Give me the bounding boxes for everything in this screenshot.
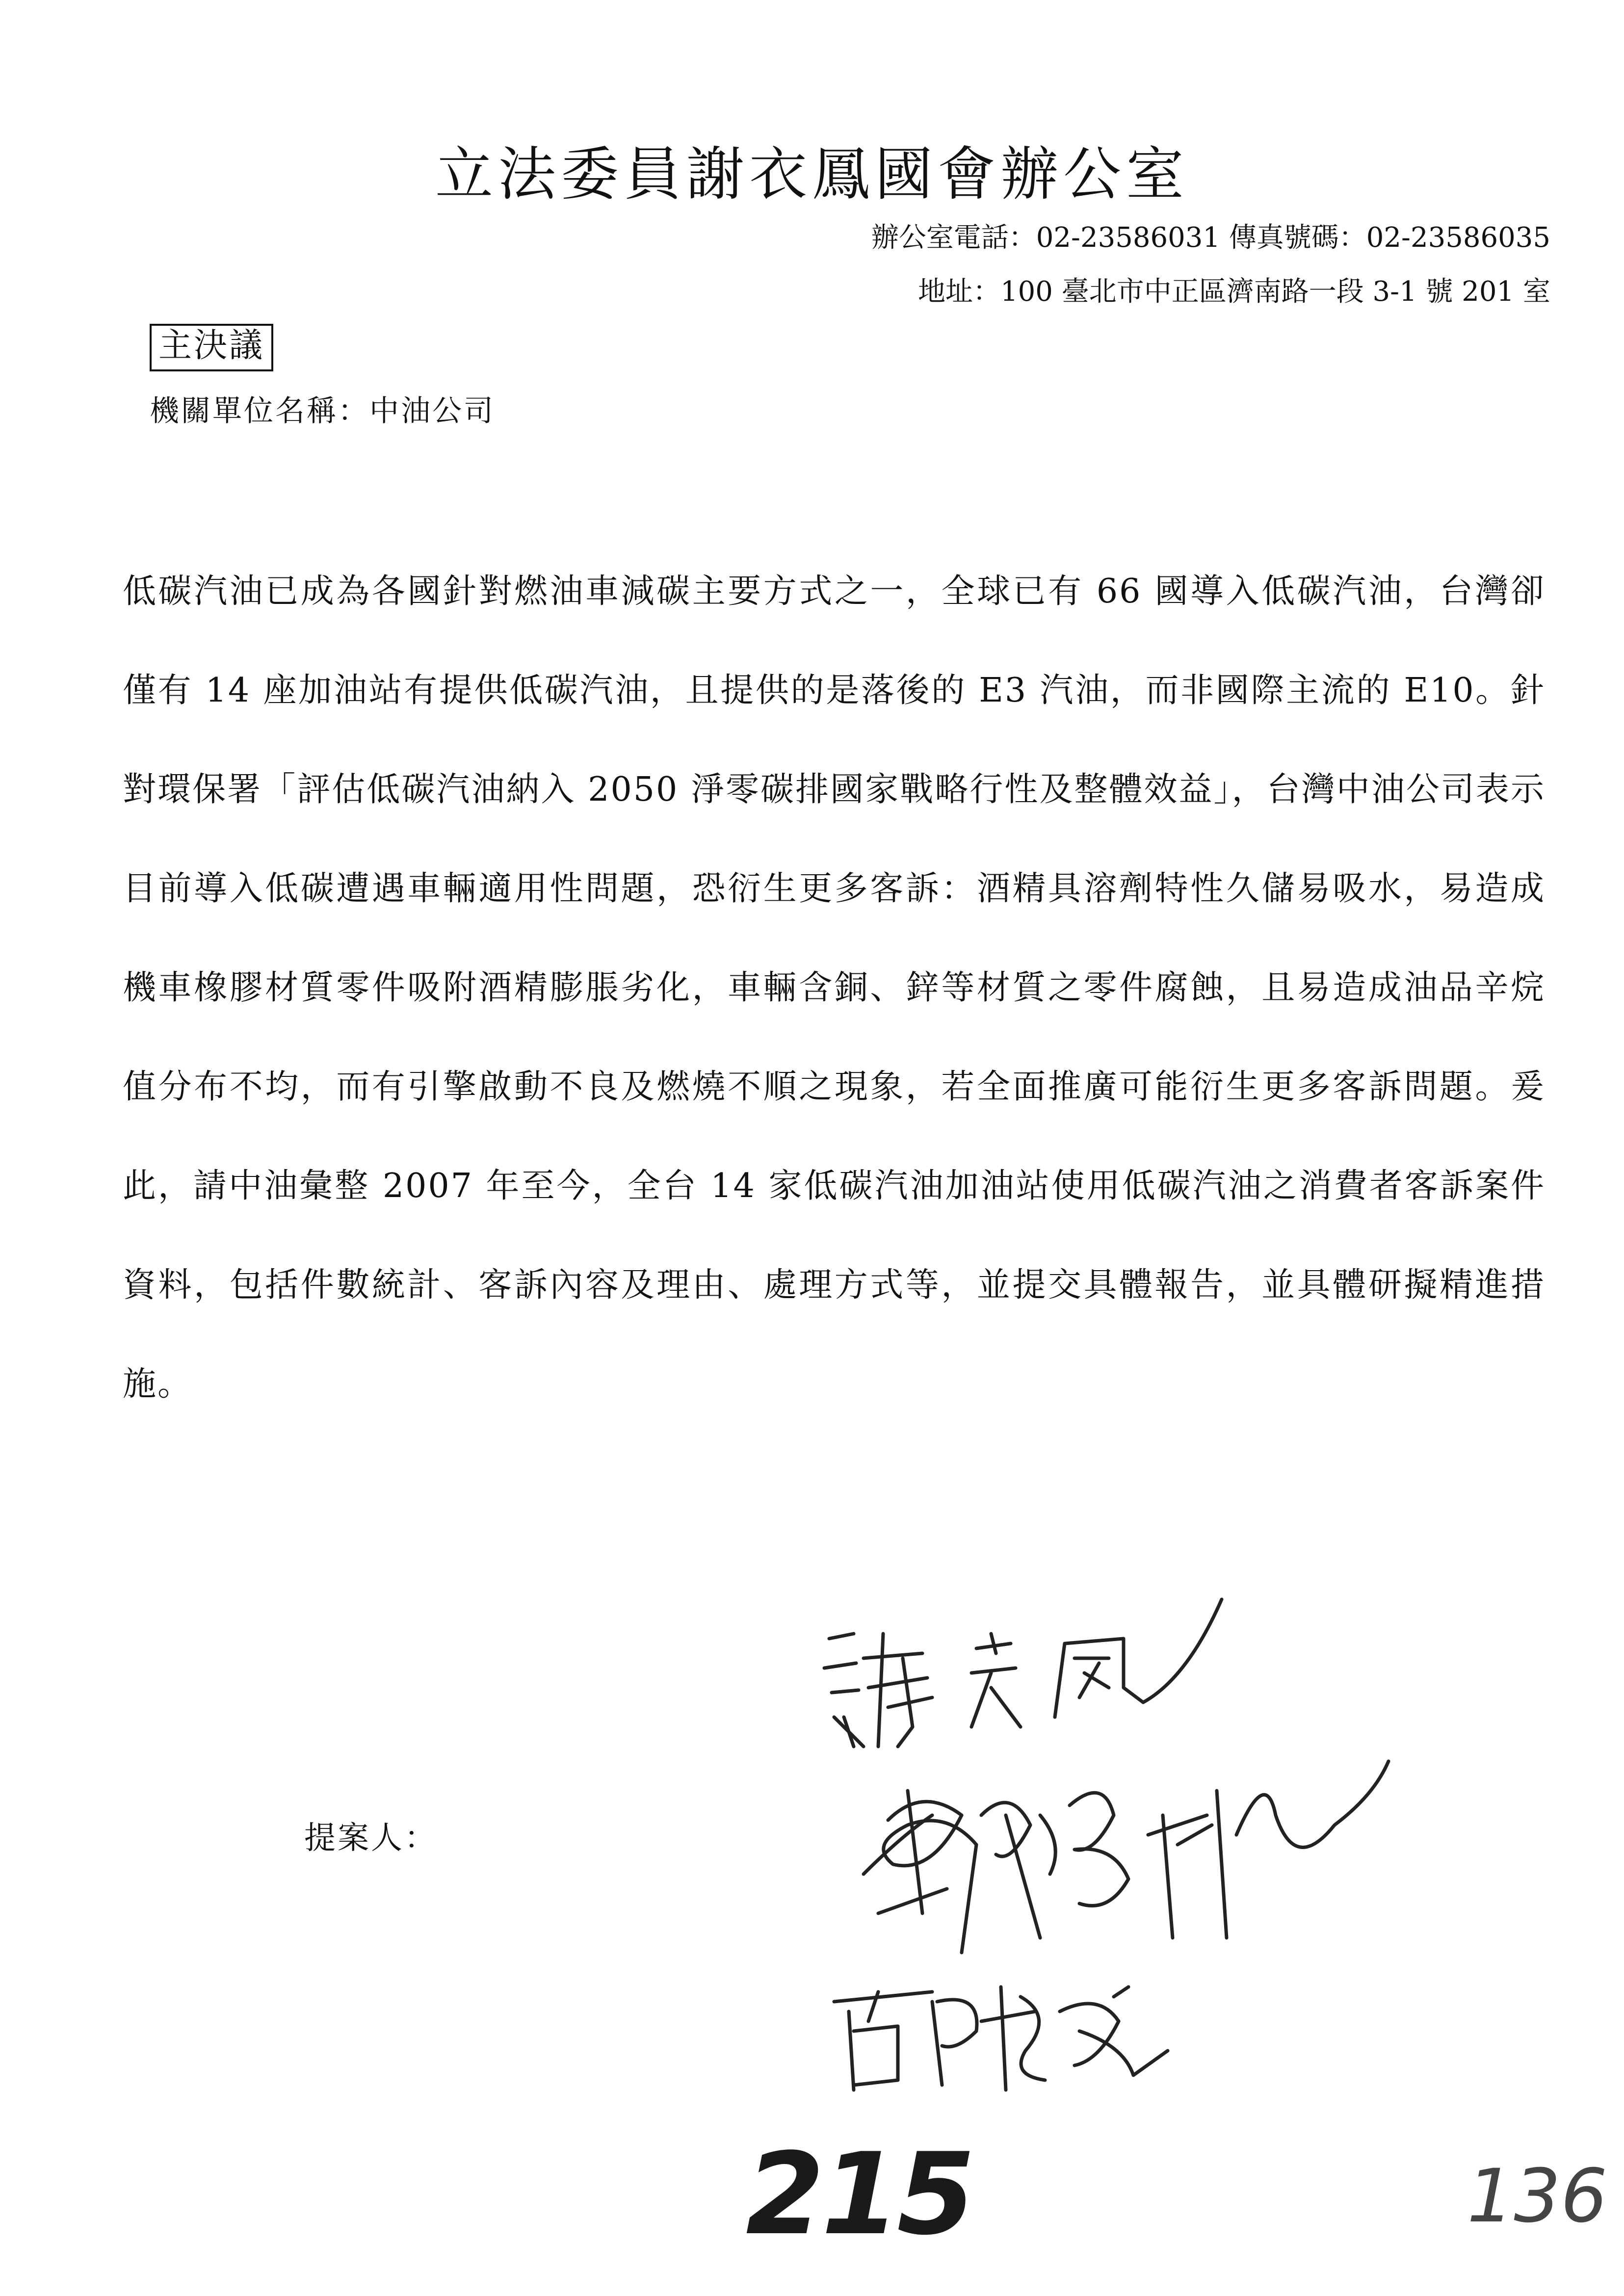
phone-fax-line: 辦公室電話：02-23586031 傳真號碼：02-23586035	[871, 222, 1550, 254]
agency-name-line: 機關單位名稱：中油公司	[150, 394, 495, 428]
signature-3	[834, 1987, 1168, 2090]
handwritten-page-number-large: 215	[746, 2129, 973, 2260]
signature-2	[864, 1761, 1388, 1953]
signature-1	[824, 1599, 1222, 1747]
office-title: 立法委員謝衣鳳國會辦公室	[435, 140, 1189, 208]
resolution-type-label: 主決議	[150, 324, 273, 371]
proposer-label: 提案人：	[304, 1820, 438, 1856]
resolution-body: 低碳汽油已成為各國針對燃油車減碳主要方式之一，全球已有 66 國導入低碳汽油，台灣卻僅有 14 座加油站有提供低碳汽油，且提供的是落後的 E3 汽油，而非國際主流的 E10。針對環保署「評估低碳汽油納入 2050 淨零碳排國家戰略行性及整體效益」，台灣中油公司表示目前導入低碳遭遇車輛適用性問題，恐衍生更多客訴：酒精具溶劑特性久儲易吸水，易造成機車橡膠材質零件吸附酒精膨脹劣化，車輛含銅、鋅等材質之零件腐蝕，且易造成油品辛烷值分布不均，而有引擎啟動不良及燃燒不順之現象，若全面推廣可能衍生更多客訴問題。爰此，請中油彙整 2007 年至今，全台 14 家低碳汽油加油站使用低碳汽油之消費者客訴案件資料，包括件數統計、客訴內容及理由、處理方式等，並提交具體報告，並具體研擬精進措施。	[123, 572, 1545, 1404]
handwritten-page-number-small: 136	[1467, 2154, 1608, 2239]
address-line: 地址：100 臺北市中正區濟南路一段 3-1 號 201 室	[918, 276, 1550, 308]
